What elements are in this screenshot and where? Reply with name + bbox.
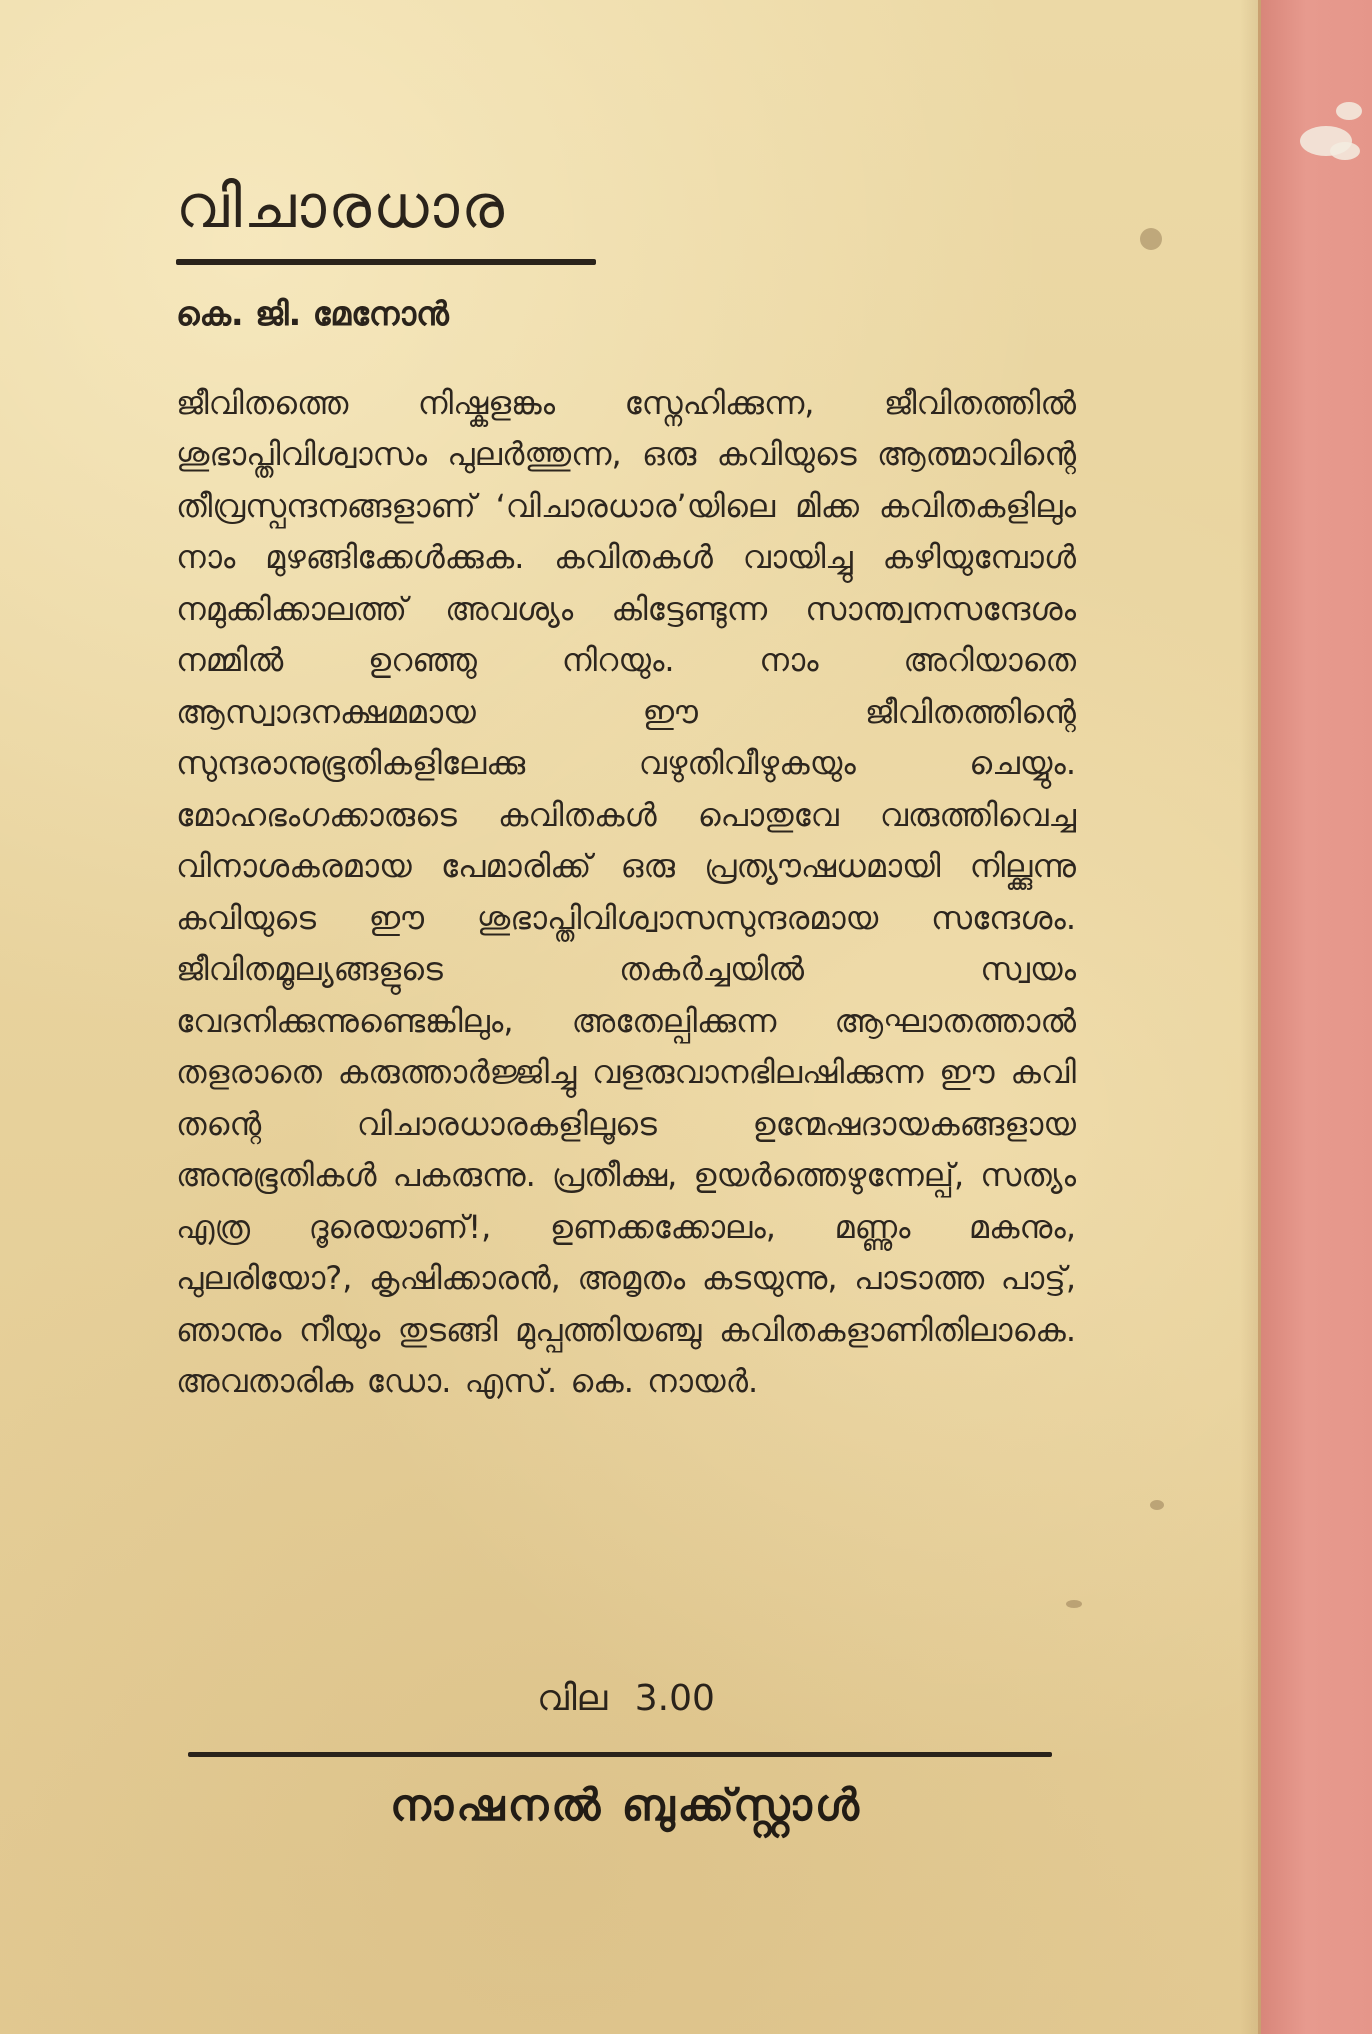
paper-stain: [1140, 228, 1162, 250]
book-spine: [1258, 0, 1372, 2034]
paper-stain: [1150, 1500, 1164, 1510]
book-description: ജീവിതത്തെ നിഷ്കളങ്കം സ്നേഹിക്കുന്ന, ജീവിതത്തിൽ ശുഭാപ്തിവിശ്വാസം പുലർത്തുന്ന, ഒരു കവിയുടെ ആത്മാവിന്റെ തീവ്രസ്പന്ദനങ്ങളാണ് ‘വിചാരധാര’യിലെ മിക്ക കവിതകളിലും നാം മുഴങ്ങിക്കേൾക്കുക. കവിതകൾ വായിച്ചു കഴിയുമ്പോൾ നമുക്കിക്കാലത്ത് അവശ്യം കിട്ടേണ്ടുന്ന സാന്ത്വനസന്ദേശം നമ്മിൽ ഉറഞ്ഞു നിറയും. നാം അറിയാതെ ആസ്വാദനക്ഷമമായ ഈ ജീവിതത്തിന്റെ സുന്ദരാനുഭൂതികളിലേക്കു വഴുതിവീഴുകയും ചെയ്യും. മോഹഭംഗക്കാരുടെ കവിതകൾ പൊതുവേ വരുത്തിവെച്ച വിനാശകരമായ പേമാരിക്ക് ഒരു പ്രത്യൗഷധമായി നില്ക്കുന്നു കവിയുടെ ഈ ശുഭാപ്തിവിശ്വാസസുന്ദരമായ സന്ദേശം. ജീവിതമൂല്യങ്ങളുടെ തകർച്ചയിൽ സ്വയം വേദനിക്കുന്നുണ്ടെങ്കിലും, അതേല്പിക്കുന്ന ആഘാതത്താൽ തളരാതെ കരുത്താർജ്ജിച്ചു വളരുവാനഭിലഷിക്കുന്ന ഈ കവി തന്റെ വിചാരധാരകളിലൂടെ ഉന്മേഷദായകങ്ങളായ അനുഭൂതികൾ പകരുന്നു. പ്രതീക്ഷ, ഉയർത്തെഴുന്നേല്പ്, സത്യം എത്ര ദൂരെയാണ്!, ഉണക്കക്കോലം, മണ്ണും മകനും, പുലരിയോ?, കൃഷിക്കാരൻ, അമൃതം കടയുന്നു, പാടാത്ത പാട്ട്, ഞാനും നീയും തുടങ്ങി മുപ്പത്തിയഞ്ചു കവിതകളാണിതിലാകെ. അവതാരിക ഡോ. എസ്. കെ. നായർ.: [176, 383, 1076, 1401]
price-label: വില: [537, 1678, 608, 1719]
publisher-name: നാഷനൽ ബുക്ക്സ്റ്റാൾ: [390, 1780, 862, 1831]
paper-stain: [1066, 1600, 1082, 1608]
author-name: കെ. ജി. മേനോൻ: [176, 294, 449, 333]
worn-spot: [1330, 142, 1360, 160]
publisher-divider: [188, 1752, 1052, 1757]
spine-shadow: [1240, 0, 1260, 2034]
price-value: 3.00: [634, 1678, 715, 1719]
title-underline: [176, 259, 596, 265]
cover-content: [176, 170, 1076, 1408]
book-title: വിചാരധാര: [176, 172, 506, 242]
worn-spot: [1336, 102, 1362, 120]
price-line: [176, 1678, 1076, 1720]
